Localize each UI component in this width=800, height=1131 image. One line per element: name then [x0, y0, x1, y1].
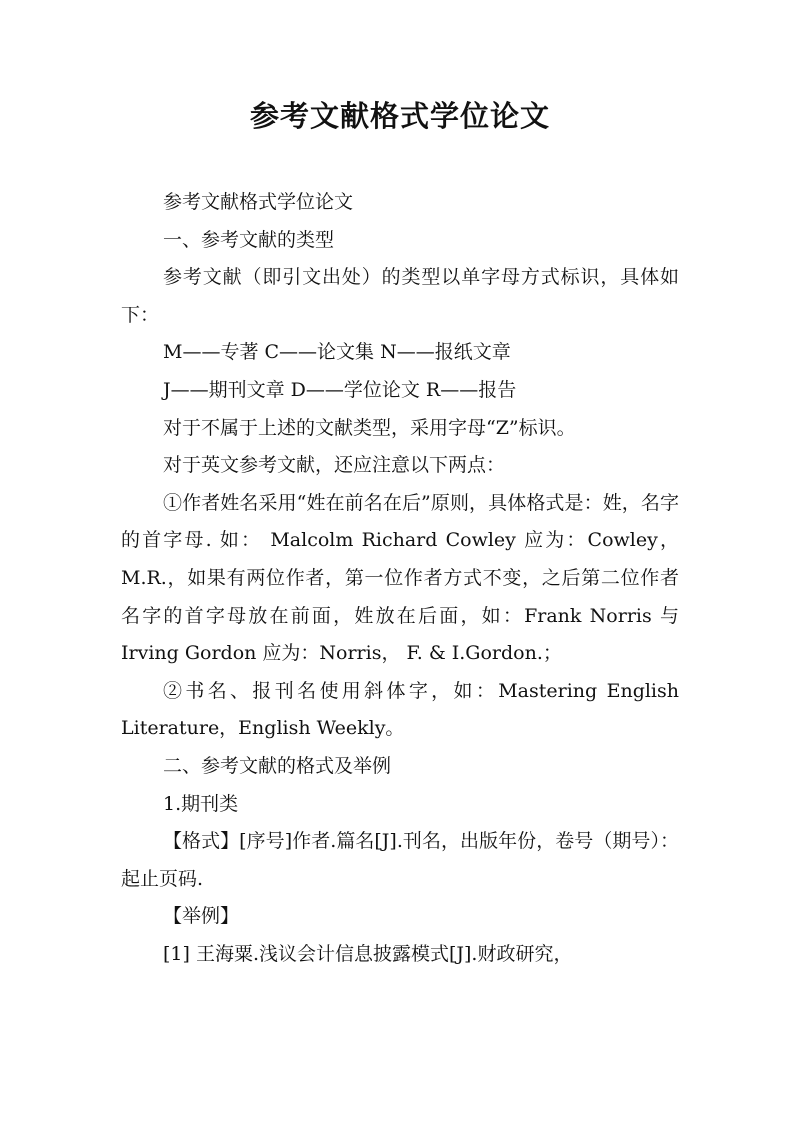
document-body	[121, 184, 679, 973]
paragraph-english-notes: 对于英文参考文献，还应注意以下两点：	[163, 454, 506, 477]
paragraph-title-italic-rule: ②书名、报刊名使用斜体字，如：Mastering English Literature，English Weekly。	[121, 679, 679, 740]
document-title: 参考文献格式学位论文	[249, 99, 550, 133]
paragraph-types-intro: 参考文献（即引文出处）的类型以单字母方式标识，具体如下：	[121, 266, 679, 326]
example-entry-1: [1] 王海粟.浅议会计信息披露模式[J].财政研究，	[163, 942, 573, 965]
section-heading-format: 二、参考文献的格式及举例	[163, 754, 392, 777]
example-label: 【举例】	[163, 905, 240, 928]
subsection-journal: 1.期刊类	[163, 792, 239, 815]
type-list-line-2: J——期刊文章 D——学位论文 R——报告	[163, 378, 517, 401]
paragraph-subtitle: 参考文献格式学位论文	[163, 191, 354, 213]
paragraph-z-type: 对于不属于上述的文献类型，采用字母“Z”标识。	[163, 416, 576, 439]
type-list-line-1: M——专著 C——论文集 N——报纸文章	[163, 341, 511, 364]
paragraph-format-rule: 【格式】[序号]作者.篇名[J].刊名，出版年份，卷号（期号）：起止页码.	[121, 830, 679, 890]
paragraph-author-name-rule: ①作者姓名采用“姓在前名在后”原则，具体格式是：姓，名字的首字母. 如： Malcolm Richard Cowley 应为：Cowley，M.R.，如果有两位作者，第一位作者方式不变，之后第二位作者名字的首字母放在前面，姓放在后面，如：Frank Norris 与 Irving Gordon 应为：Norris， F. & I.Gordon.；	[121, 491, 679, 665]
section-heading-types: 一、参考文献的类型	[163, 228, 335, 251]
